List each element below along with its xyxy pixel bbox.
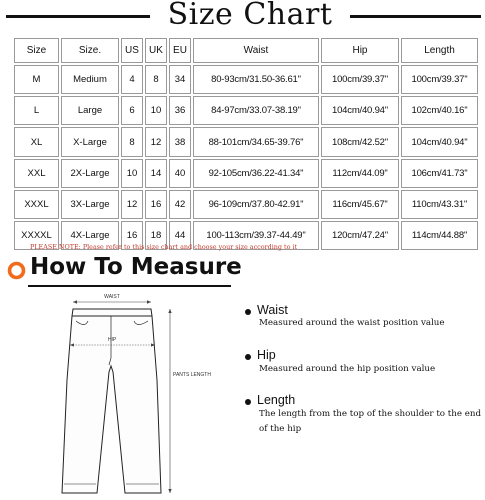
header-cell-size: Size (14, 38, 59, 63)
cell-size: XXL (14, 159, 59, 188)
cell-waist: 84-97cm/33.07-38.19'' (193, 96, 319, 125)
cell-hip: 120cm/47.24'' (321, 221, 399, 250)
cell-hip: 116cm/45.67'' (321, 190, 399, 219)
ring-shape (10, 264, 24, 278)
cell-eu: 40 (169, 159, 191, 188)
cell-waist: 92-105cm/36.22-41.34'' (193, 159, 319, 188)
cell-uk: 16 (145, 190, 167, 219)
hip-diagram-label: HIP (107, 337, 117, 343)
cell-us: 16 (121, 221, 143, 250)
cell-length: 110cm/43.31'' (401, 190, 478, 219)
size-table-body (14, 38, 478, 250)
measure-waist-heading: Waist (257, 303, 288, 317)
bullet-dot-icon (245, 309, 251, 315)
cell-size-name: X-Large (61, 127, 119, 157)
cell-length: 114cm/44.88'' (401, 221, 478, 250)
cell-length: 106cm/41.73'' (401, 159, 478, 188)
cell-waist: 80-93cm/31.50-36.61'' (193, 65, 319, 94)
measure-hip-description: Measured around the hip position value (259, 364, 436, 374)
cell-waist: 88-101cm/34.65-39.76'' (193, 127, 319, 157)
bullet-dot-icon (245, 399, 251, 405)
table-header-row (14, 38, 478, 63)
cell-uk: 18 (145, 221, 167, 250)
size-chart-header (0, 0, 485, 34)
measure-length-heading: Length (257, 393, 296, 407)
cell-eu: 34 (169, 65, 191, 94)
header-cell-eu: EU (169, 38, 191, 63)
header-cell-hip: Hip (321, 38, 399, 63)
cell-length: 100cm/39.37'' (401, 65, 478, 94)
how-to-measure-title: How To Measure (30, 254, 242, 280)
header-cell-waist: Waist (193, 38, 319, 63)
cell-size-name: Large (61, 96, 119, 125)
cell-eu: 36 (169, 96, 191, 125)
cell-eu: 44 (169, 221, 191, 250)
cell-uk: 12 (145, 127, 167, 157)
cell-waist: 96-109cm/37.80-42.91'' (193, 190, 319, 219)
cell-size-name: 3X-Large (61, 190, 119, 219)
header-cell-size-name: Size. (61, 38, 119, 63)
cell-uk: 14 (145, 159, 167, 188)
header-cell-uk: UK (145, 38, 167, 63)
cell-waist: 100-113cm/39.37-44.49'' (193, 221, 319, 250)
cell-eu: 42 (169, 190, 191, 219)
cell-hip: 112cm/44.09'' (321, 159, 399, 188)
cell-size: XXXXL (14, 221, 59, 250)
cell-size-name: 4X-Large (61, 221, 119, 250)
cell-uk: 8 (145, 65, 167, 94)
cell-us: 4 (121, 65, 143, 94)
cell-hip: 100cm/39.37'' (321, 65, 399, 94)
waist-measure-line (73, 294, 151, 304)
measure-hip-heading: Hip (257, 348, 276, 362)
size-chart-table (12, 36, 480, 252)
size-chart-title: Size Chart (167, 0, 333, 32)
title-rule-right (350, 15, 481, 18)
cell-length: 104cm/40.94'' (401, 127, 478, 157)
cell-us: 12 (121, 190, 143, 219)
table-row (14, 96, 478, 125)
cell-size: XL (14, 127, 59, 157)
title-rule-left (6, 15, 150, 18)
pants-diagram (60, 288, 236, 496)
table-row (14, 65, 478, 94)
cell-us: 6 (121, 96, 143, 125)
measure-waist-description: Measured around the waist position value (259, 318, 445, 328)
cell-hip: 108cm/42.52'' (321, 127, 399, 157)
size-note: PLEASE NOTE: Please refer to this size chart and choose your size according to it (30, 243, 298, 251)
header-cell-length: Length (401, 38, 478, 63)
cell-uk: 10 (145, 96, 167, 125)
cell-size: XXXL (14, 190, 59, 219)
cell-size-name: Medium (61, 65, 119, 94)
table-row (14, 159, 478, 188)
header-cell-us: US (121, 38, 143, 63)
cell-eu: 38 (169, 127, 191, 157)
how-to-measure-rule (28, 285, 231, 287)
cell-us: 10 (121, 159, 143, 188)
cell-us: 8 (121, 127, 143, 157)
length-measure-line (168, 309, 211, 493)
waist-diagram-label: WAIST (104, 294, 120, 300)
cell-size: M (14, 65, 59, 94)
table-row (14, 190, 478, 219)
ring-bullet-icon (7, 261, 26, 280)
measure-length-description: The length from the top of the shoulder to the end of the hip (259, 409, 482, 434)
length-diagram-label: PANTS LENGTH (173, 372, 211, 378)
table-row (14, 127, 478, 157)
cell-hip: 104cm/40.94'' (321, 96, 399, 125)
cell-length: 102cm/40.16'' (401, 96, 478, 125)
bullet-dot-icon (245, 354, 251, 360)
cell-size: L (14, 96, 59, 125)
cell-size-name: 2X-Large (61, 159, 119, 188)
